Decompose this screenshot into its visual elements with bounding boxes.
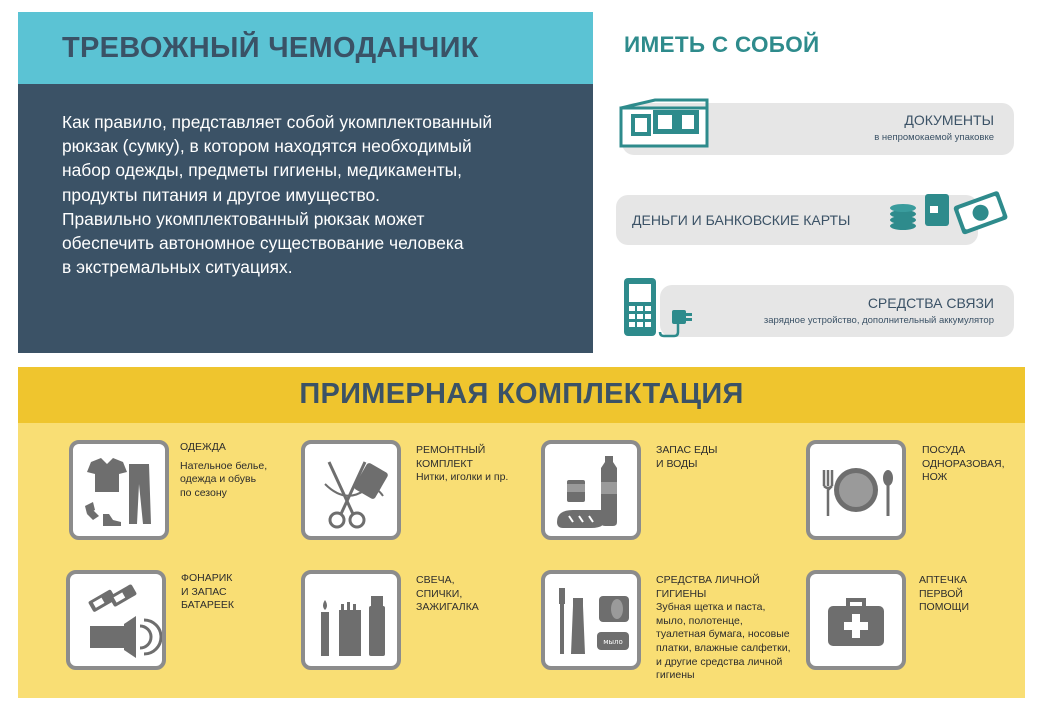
first-aid-icon [810, 574, 902, 666]
description-line: набор одежды, предметы гигиены, медикаменты, [62, 160, 462, 181]
kit-item-title: ОДЕЖДА [180, 441, 226, 453]
hygiene-icon [545, 574, 637, 666]
description-line: Правильно укомплектованный рюкзак может [62, 208, 425, 229]
kit-tile-food [541, 440, 641, 540]
kit-title: ПРИМЕРНАЯ КОМПЛЕКТАЦИЯ [299, 378, 744, 410]
have-item-label: СРЕДСТВА СВЯЗИ [867, 295, 994, 311]
kit-item-title: БАТАРЕЕК [181, 599, 235, 612]
title-banner [18, 12, 593, 84]
kit-item-label [180, 441, 267, 500]
kit-item-label [656, 444, 717, 471]
kit-item-desc: Зубная щетка и паста, [656, 601, 766, 614]
kit-item-title: ПОМОЩИ [919, 601, 970, 614]
kit-item-label [181, 572, 234, 613]
kit-item-desc: Нитки, иголки и пр. [416, 471, 509, 484]
kit-item-title: ЗАЖИГАЛКА [416, 601, 479, 614]
kit-tile-clothes [69, 440, 169, 540]
kit-item-label [919, 574, 969, 615]
kit-header [18, 367, 1025, 423]
kit-item-desc: мыло, полотенце, [656, 614, 743, 627]
sewing-kit-icon [305, 444, 397, 536]
kit-item-title: НОЖ [922, 471, 948, 484]
have-item-label: ДЕНЬГИ И БАНКОВСКИЕ КАРТЫ [632, 212, 851, 228]
kit-item-title: ПОСУДА [922, 444, 966, 456]
have-with-you-title: ИМЕТЬ С СОБОЙ [624, 32, 820, 57]
kit-tile-dishes [806, 440, 906, 540]
kit-item-desc: Нательное белье, [180, 459, 268, 472]
have-item-sub: зарядное устройство, дополнительный аккумулятор [763, 315, 994, 326]
description-text [62, 110, 572, 279]
have-item-communication [660, 285, 1014, 337]
kit-item-title: КОМПЛЕКТ [416, 457, 473, 470]
description-line: продукты питания и другое имущество. [62, 184, 381, 205]
kit-item-title: И ВОДЫ [656, 457, 698, 470]
kit-item-title: СВЕЧА, [416, 574, 455, 586]
kit-tile-first-aid [806, 570, 906, 670]
kit-item-label [656, 574, 791, 683]
clothes-icon [73, 444, 165, 536]
kit-item-desc: одежда и обувь [180, 473, 257, 486]
candle-matches-icon [305, 574, 397, 666]
kit-item-desc: гигиены [656, 669, 695, 682]
kit-tile-candle [301, 570, 401, 670]
kit-item-label [922, 444, 1005, 485]
documents-icon [615, 96, 715, 152]
flashlight-icon [70, 574, 162, 666]
kit-item-title: И ЗАПАС [181, 585, 227, 598]
dishes-icon [810, 444, 902, 536]
kit-tile-flashlight [66, 570, 166, 670]
soap-label: мыло [603, 638, 623, 646]
description-panel [18, 84, 593, 353]
have-item-sub: в непромокаемой упаковке [874, 132, 994, 143]
kit-item-desc: по сезону [180, 486, 227, 499]
kit-item-title: ФОНАРИК [181, 572, 233, 584]
food-water-icon [545, 444, 637, 536]
kit-item-label [416, 444, 508, 485]
kit-item-title: СПИЧКИ, [416, 587, 463, 600]
description-line: обеспечить автономное существование человека [62, 233, 464, 254]
kit-item-label [416, 574, 479, 615]
money-cards-icon [885, 186, 1010, 238]
kit-item-title: СРЕДСТВА ЛИЧНОЙ [656, 574, 760, 586]
description-line: рюкзак (сумку), в котором находятся необходимый [62, 136, 472, 157]
kit-tile-hygiene [541, 570, 641, 670]
kit-item-desc: платки, влажные салфетки, [656, 641, 791, 654]
kit-item-title: РЕМОНТНЫЙ [416, 444, 486, 456]
description-line: в экстремальных ситуациях. [62, 257, 293, 278]
kit-item-title: ГИГИЕНЫ [656, 587, 707, 600]
description-line: Как правило, представляет собой укомплектованный [62, 112, 493, 132]
page-title: ТРЕВОЖНЫЙ ЧЕМОДАНЧИК [62, 32, 479, 64]
kit-item-desc: и другие средства личной [656, 655, 783, 668]
kit-item-title: ЗАПАС ЕДЫ [656, 444, 718, 456]
kit-item-title: АПТЕЧКА [919, 574, 967, 586]
kit-item-desc: туалетная бумага, носовые [656, 628, 790, 641]
have-item-label: ДОКУМЕНТЫ [904, 112, 994, 128]
kit-item-title: ПЕРВОЙ [919, 587, 963, 600]
phone-charger-icon [620, 276, 712, 340]
kit-tile-sewing [301, 440, 401, 540]
kit-item-title: ОДНОРАЗОВАЯ, [922, 457, 1005, 470]
